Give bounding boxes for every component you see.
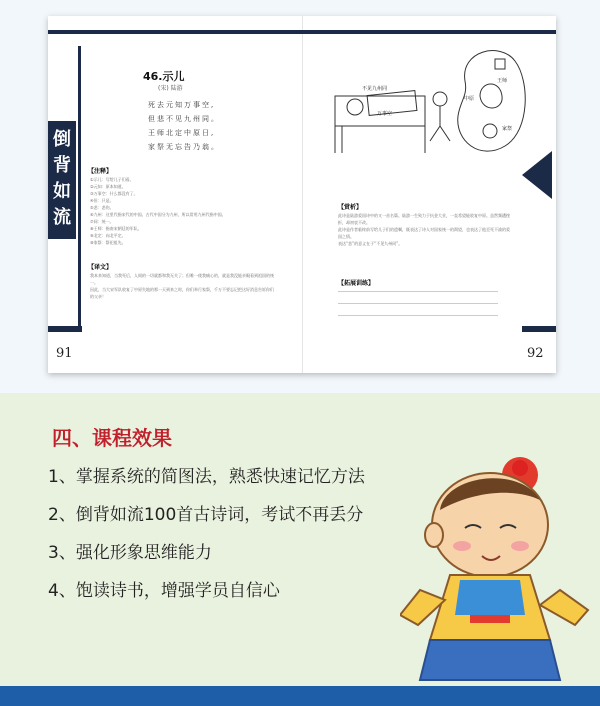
analysis-para: 此诗是陆游爱国诗中的又一首名篇。陆游一生致力于抗金大业，一直希望能收复中原。虽然频遭挫折，却初衷不改。 [338,213,510,225]
illustration-label: 家祭 [502,126,513,132]
illustration-label: 万事空 [377,111,393,117]
note-item: ④但：只是。 [90,198,114,203]
page-arrow-decoration [522,151,552,199]
left-top-bar [48,30,302,34]
practice-line [338,315,498,316]
note-item: ⑧王师：指南宋朝廷的军队。 [90,226,142,231]
note-item: ①示儿：写给儿子们看。 [90,177,134,182]
practice-line [338,303,498,304]
side-tab-title: 倒背如流 [48,121,76,239]
poem-line: 死去元知万事空, [148,101,216,109]
right-page-number: 92 [527,346,544,361]
section-heading: 四、课程效果 [52,426,172,450]
footer-bar [0,686,600,706]
left-page-number: 91 [56,346,73,361]
translation-para: 我本来知道，当我死后，人间的一切就都和我无关了；但唯一使我痛心的，就是我没能亲眼看到祖国的统一。 [90,273,274,285]
analysis-heading: 【赏析】 [338,204,363,211]
left-vertical-rule [78,46,81,326]
translation-text [90,272,275,300]
effect-item: 2、倒背如流100首古诗词，考试不再丢分 [48,505,364,525]
poem-sketch-illustration [330,41,530,161]
translation-para: 因此，当大宋军队收复了中原失地的那一天到来之时，你们举行家祭，千万不要忘记把这好消息告诉你们的父亲！ [90,287,274,299]
note-item: ⑨北定：向北平定。 [90,233,126,238]
right-top-bar [302,30,556,34]
note-item: ②元知：原本知道。 [90,184,126,189]
effect-item: 3、强化形象思维能力 [48,543,212,563]
effect-item: 1、掌握系统的简图法，熟悉快速记忆方法 [48,467,365,487]
left-bottom-bar [48,326,82,332]
effect-item: 4、饱读诗书，增强学员自信心 [48,581,280,601]
analysis-para: 表达“悲”的意义在于“不见九州同”。 [338,241,403,246]
poem-line: 家祭无忘告乃翁。 [148,143,220,151]
illustration-label: 不见九州同 [362,86,388,92]
translation-heading: 【译文】 [88,264,113,271]
practice-line [338,291,498,292]
cartoon-boy-illustration [400,440,590,686]
poem-title: 46.示儿 [143,70,185,83]
note-item: ⑥九州：这里代指宋代的中国。古代中国分为九州，所以常用九州代指中国。 [90,212,226,217]
analysis-text [338,212,513,247]
note-item: ⑤悲：悲伤。 [90,205,114,210]
right-page [302,16,556,373]
note-item: ⑩家祭：祭祀祖先。 [90,240,126,245]
practice-heading: 【拓展训练】 [338,280,375,287]
notes-heading: 【注释】 [88,168,113,175]
analysis-para: 此诗是作者临终前写给儿子们的遗嘱，既表达了诗人对国家统一的渴望，也表达了他至死不渝的爱国之情。 [338,227,510,239]
right-bottom-bar [522,326,556,332]
note-item: ③万事空：什么都没有了。 [90,191,138,196]
note-item: ⑦同：统一。 [90,219,114,224]
left-page [48,16,303,373]
poem-author: (宋) 陆游 [158,85,183,92]
illustration-label: 王师 [497,78,508,84]
notes-list [90,176,270,246]
open-book [48,16,556,373]
illustration-label: 中原 [464,96,475,102]
poem-line: 但悲不见九州同。 [148,115,220,123]
poem-line: 王师北定中原日, [148,129,216,137]
